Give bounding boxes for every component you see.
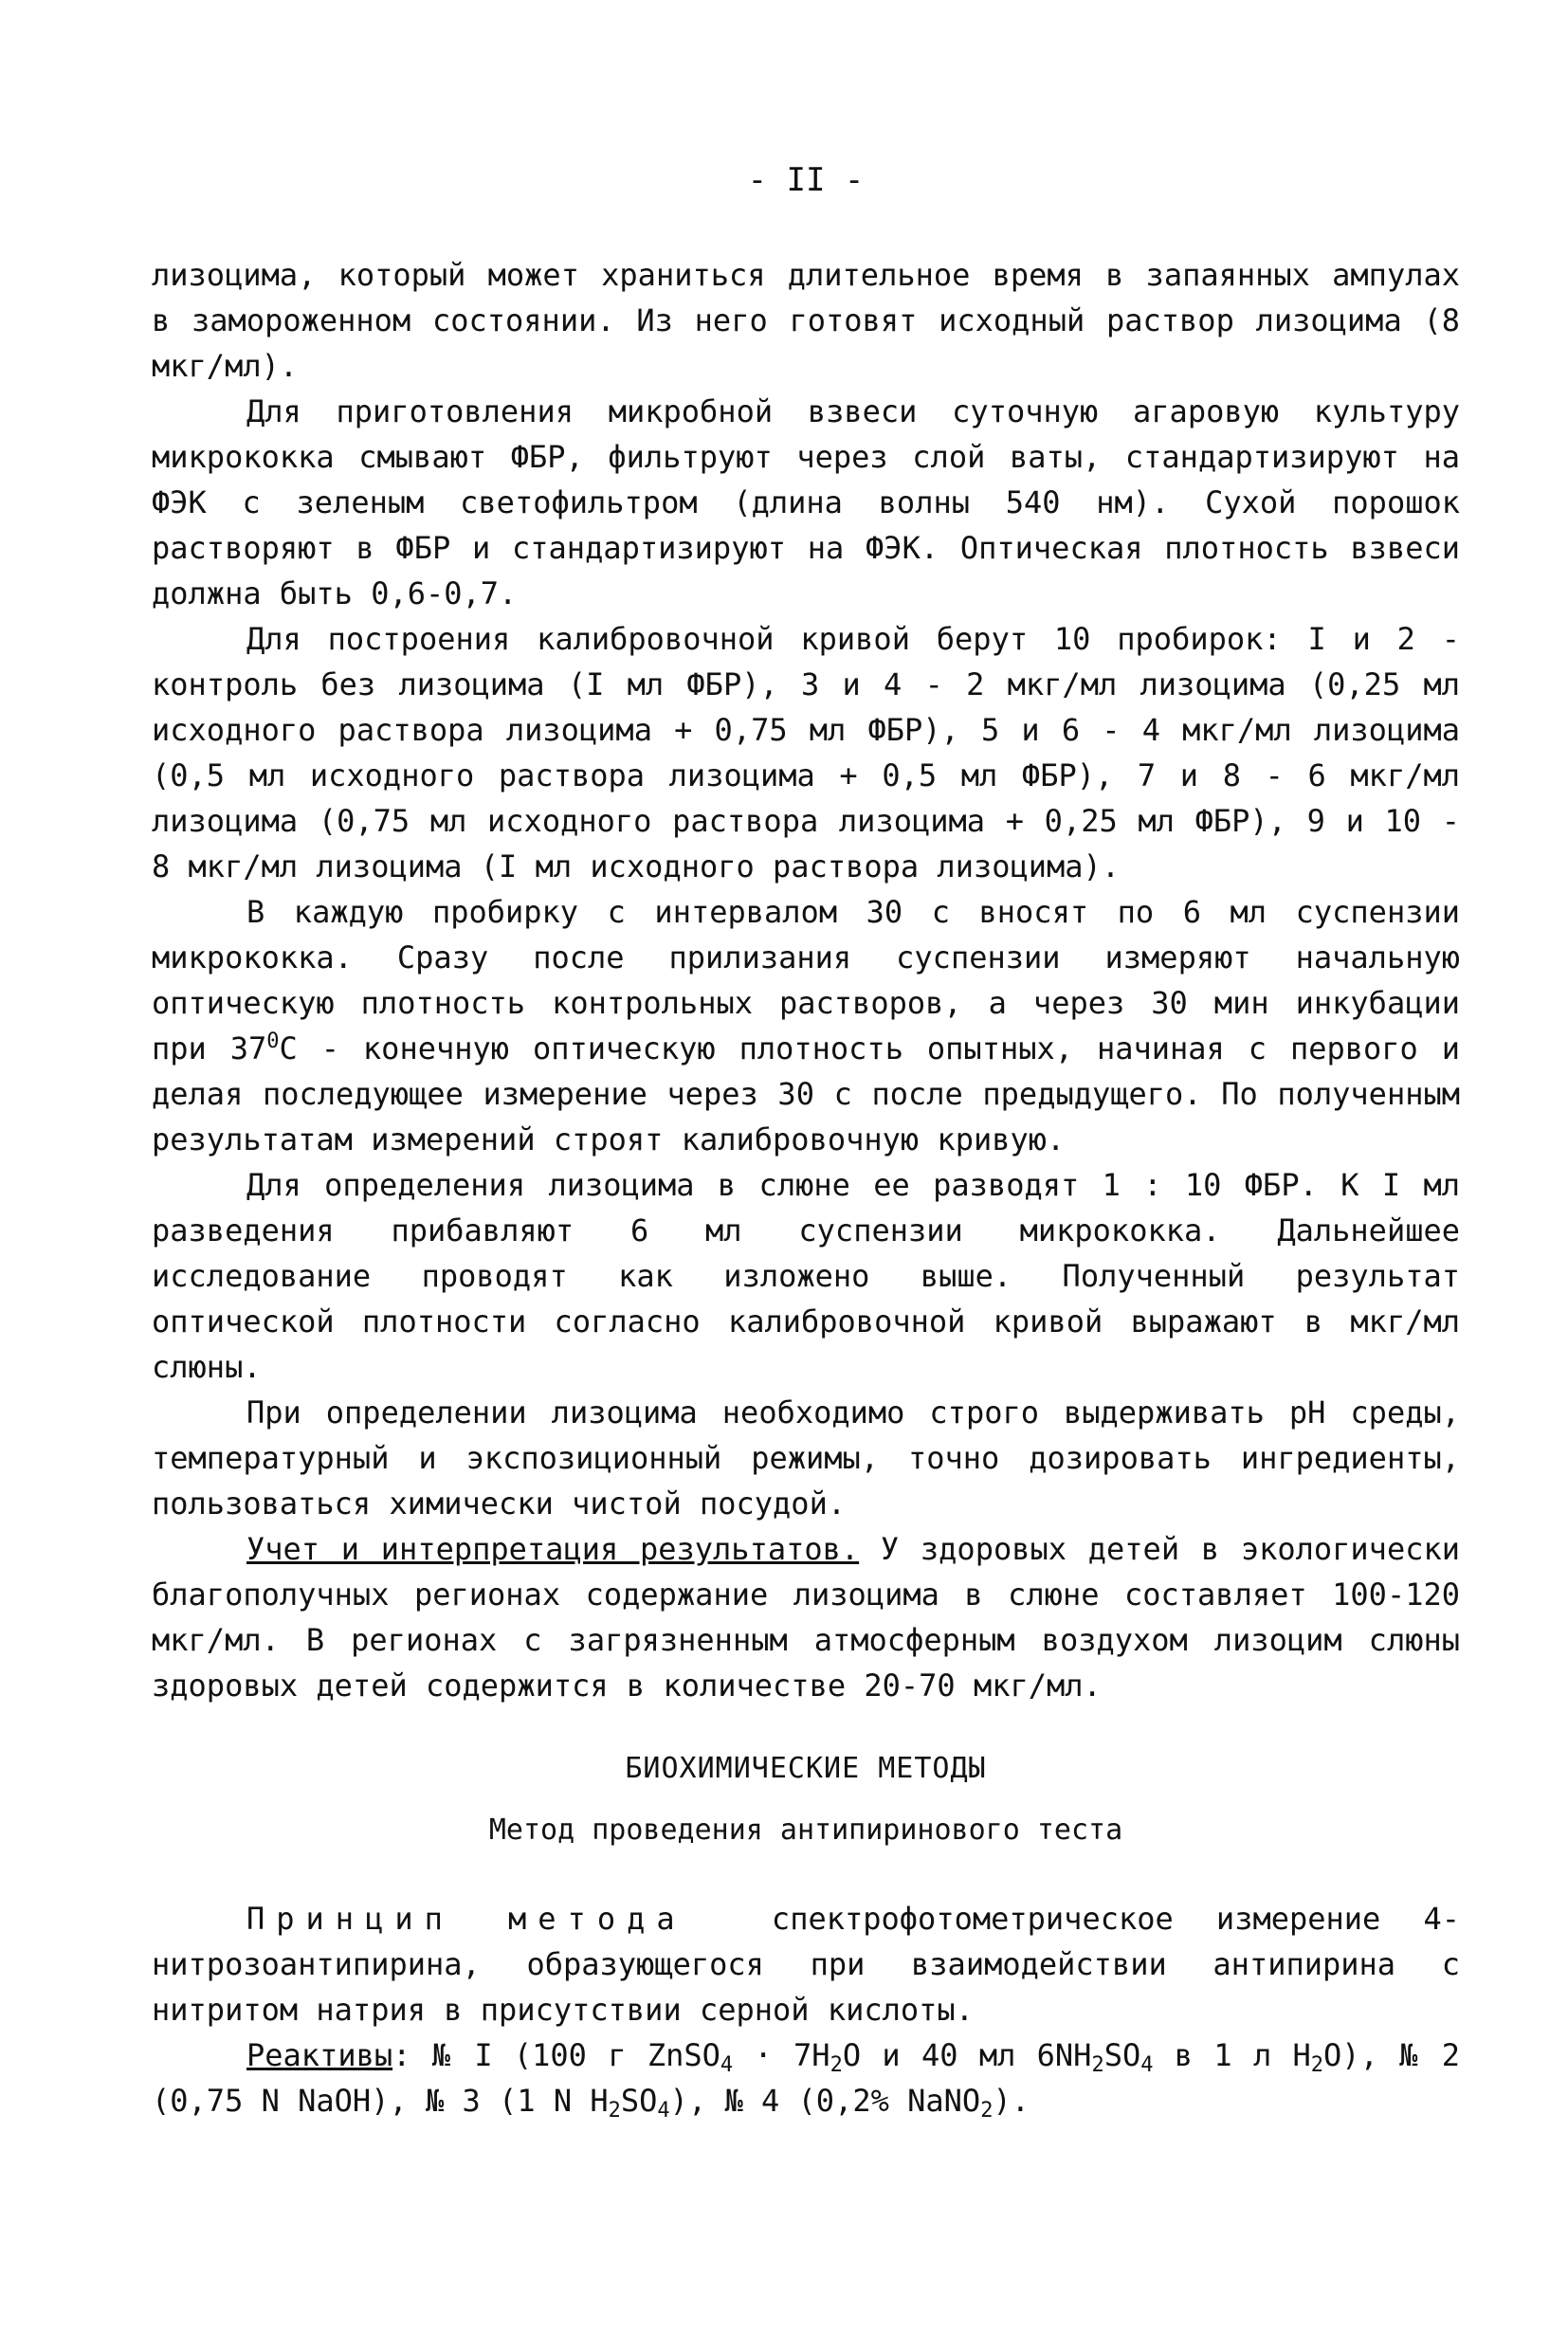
paragraph-calibration: Для построения калибровочной кривой берут 10 пробирок: I и 2 - контроль без лизоцима (I мл ФБР), 3 и 4 - 2 мкг/мл лизоцима (0,25 мл исходного раствора лизоцима + 0,75 мл ФБР), 5 и 6 - 4 мкг/мл лизоцима (0,5 мл исходного раствора лизоцима + 0,5 мл ФБР), 7 и 8 - 6 мкг/мл лизоцима (0,75 мл исходного раствора лизоцима + 0,25 мл ФБР), 9 и 10 - 8 мкг/мл лизоцима (I мл исходного раствора лизоцима). bbox=[152, 621, 1460, 884]
paragraph-principle bbox=[152, 1896, 1460, 2032]
results-text: У здоровых детей в экологически благополучных регионах содержание лизоцима в слюне составляет 100-120 мкг/мл. В регионах с загрязненным атмосферным воздухом лизоцим слюны здоровых детей содержится в количестве 20-70 мкг/мл. bbox=[152, 1531, 1461, 1704]
paragraph-conditions: При определении лизоцима необходимо строго выдерживать pH среды, температурный и экспозиционный режимы, точно дозировать ингредиенты, пользоваться химически чистой посудой. bbox=[152, 1394, 1460, 1522]
subscript: 2 bbox=[830, 2053, 843, 2077]
paragraph-saliva-determination: Для определения лизоцима в слюне ее разводят 1 : 10 ФБР. К I мл разведения прибавляют 6 мл суспензии микрококка. Дальнейшее исследование проводят как изложено выше. Полученный результат оптической плотности согласно калибровочной кривой выражают в мкг/мл слюны. bbox=[152, 1167, 1460, 1385]
measurement-text-a: В каждую пробирку с интервалом 30 с вносят по 6 мл суспензии микрококка. Сразу после прилизания суспензии измеряют начальную оптическую плотность контрольных растворов, а через 30 мин инкубации при 37 bbox=[152, 894, 1460, 1066]
reagents-label: Реактивы bbox=[246, 2037, 393, 2073]
reagent-4-text: ). bbox=[993, 2083, 1030, 2119]
measurement-text-b: С - конечную оптическую плотность опытных, начиная с первого и делая последующее измерение через 30 с после предыдущего. По полученным результатам измерений строят калибровочную кривую. bbox=[152, 1030, 1461, 1157]
reagent-1-text: O и 40 мл 6NH bbox=[842, 2037, 1092, 2073]
reagent-1-text: в 1 л H bbox=[1153, 2037, 1311, 2073]
subscript: 2 bbox=[980, 2099, 994, 2123]
document-page bbox=[152, 161, 1460, 2123]
paragraph-measurement bbox=[152, 889, 1460, 1162]
reagent-4-text: ), № 4 (0,2% NaNO bbox=[669, 2083, 981, 2119]
subscript: 2 bbox=[1091, 2053, 1104, 2077]
subscript: 4 bbox=[1140, 2053, 1154, 2077]
paragraph-reagents bbox=[152, 2032, 1460, 2123]
principle-text: спектрофотометрическое измерение 4-нитрозоантипирина, образующегося при взаимодействии антипирина с нитритом натрия в присутствии серной кислоты. bbox=[152, 1901, 1460, 2028]
subscript: 4 bbox=[720, 2053, 734, 2077]
reagent-1-text: O), bbox=[1323, 2037, 1378, 2073]
page-number: - II - bbox=[747, 161, 865, 199]
paragraph-lysozyme-storage: лизоцима, который может храниться длительное время в запаянных ампулах в замороженном состоянии. Из него готовят исходный раствор лизоцима (8 мкг/мл). bbox=[152, 257, 1460, 384]
subscript: 4 bbox=[657, 2099, 670, 2123]
method-title: Метод проведения антипиринового теста bbox=[488, 1813, 1123, 1847]
paragraph-results bbox=[152, 1526, 1460, 1708]
principle-label: Принцип метода bbox=[246, 1901, 686, 1937]
subscript: 2 bbox=[608, 2099, 621, 2123]
reagent-1-text: SO bbox=[1103, 2037, 1141, 2073]
reagent-2-text: № 2 (0,75 N NaOH), № 3 (1 N H bbox=[152, 2037, 1461, 2119]
reagent-1-text: · 7H bbox=[733, 2037, 830, 2073]
subscript: 2 bbox=[1310, 2053, 1324, 2077]
results-heading: Учет и интерпретация результатов. bbox=[246, 1531, 860, 1567]
section-title: БИОХИМИЧЕСКИЕ МЕТОДЫ bbox=[625, 1752, 987, 1785]
paragraph-suspension-prep: Для приготовления микробной взвеси суточную агаровую культуру микрококка смывают ФБР, фильтруют через слой ваты, стандартизируют на ФЭК с зеленым светофильтром (длина волны 540 нм). Сухой порошок растворяют в ФБР и стандартизируют на ФЭК. Оптическая плотность взвеси должна быть 0,6-0,7. bbox=[152, 393, 1460, 611]
reagent-1-text: : № I (100 г ZnSO bbox=[392, 2037, 720, 2073]
degree-sign: 0 bbox=[266, 1030, 280, 1053]
reagent-3-text: SO bbox=[620, 2083, 658, 2119]
